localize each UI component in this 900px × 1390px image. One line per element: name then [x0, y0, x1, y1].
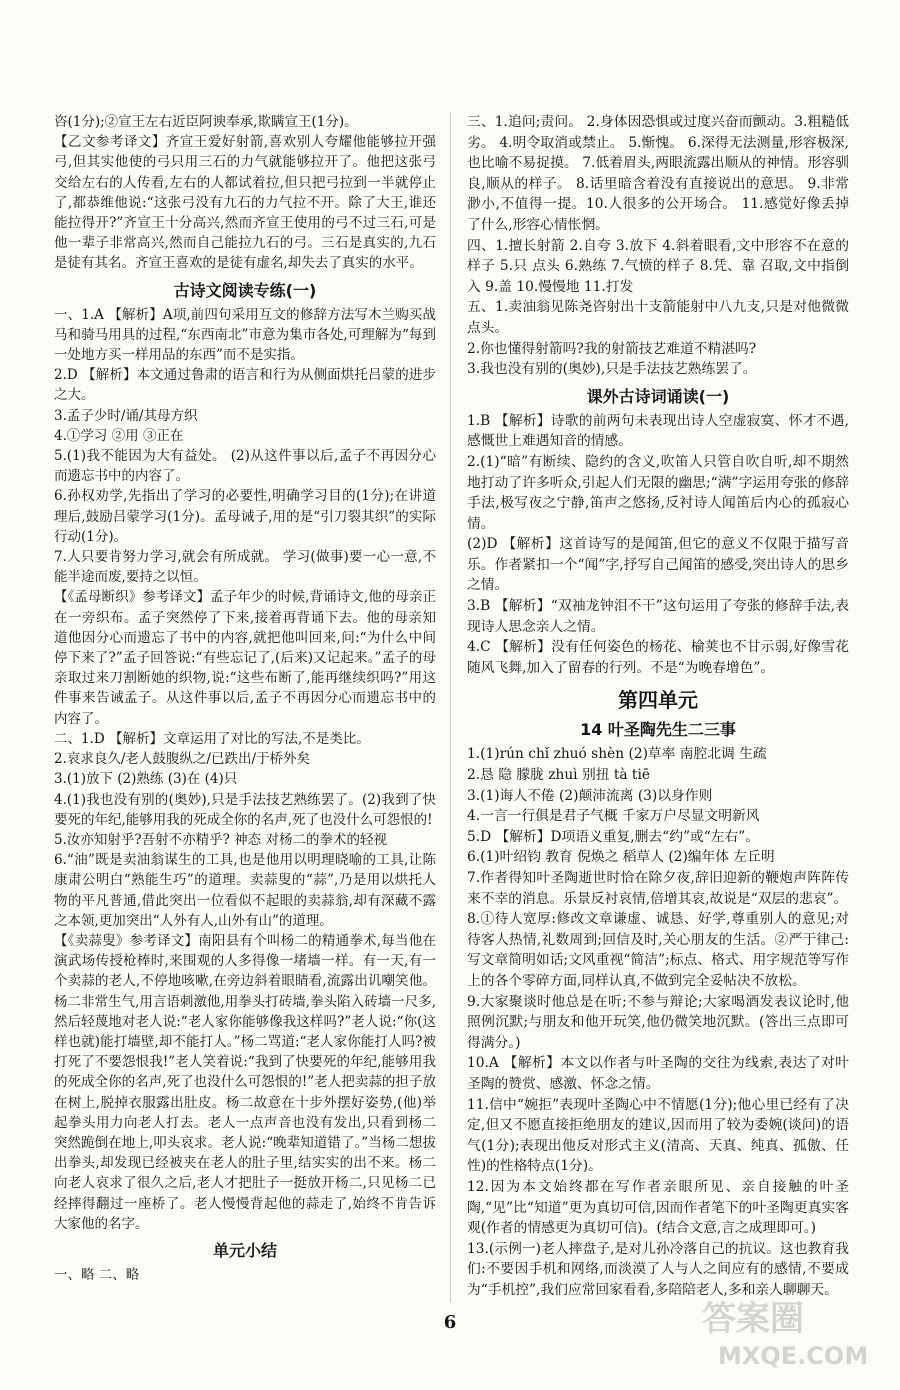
- answer-paragraph: 7.人只要肯努力学习,就会有所成就。 学习(做事)要一心一意,不能半途而废,要持之以恒。: [54, 549, 436, 586]
- watermark-logo: [682, 1292, 882, 1372]
- answer-paragraph: 【乙文参考译文】齐宣王爱好射箭,喜欢别人夸耀他能够拉开强弓,但其实他使的弓只用三石的力气就能够拉开了。他把这张弓交给左右的人传看,左右的人都试着拉,但只把弓拉到一半就停止了,都恭维他说:“这张弓没有九石的力气拉不开。除了大王,谁还能拉得开?”齐宣王十分高兴,然而齐宣王使用的弓不过三石,可是他一辈子非常高兴,然而自己能拉九石的弓。三石是真实的,九石是徒有其名。齐宣王喜欢的是徒有虚名,却失去了真实的水平。: [54, 134, 436, 272]
- answer-paragraph: 5.D 【解析】D项语义重复,删去“约”或“左右”。: [467, 828, 760, 845]
- answer-paragraph: 3.我也没有别的(奥妙),只是手法技艺熟练罢了。: [467, 361, 757, 378]
- answer-paragraph: 五、1.卖油翁见陈尧咨射出十支箭能射中八九支,只是对他微微点头。: [467, 299, 849, 336]
- column-divider: [450, 112, 451, 1302]
- answer-paragraph: 6.(1)叶绍钧 教育 倪焕之 稻草人 (2)编年体 左丘明: [467, 849, 775, 866]
- answer-paragraph: 8.①待人宽厚:修改文章谦虚、诚恳、好学,尊重别人的意见;对待客人热情,礼数周到;回信及时,关心朋友的生活。②严于律己:写文章简明如话;文风重视“简洁”;标点、格式、用字规范等写作上的各个零碎方面,同样认真,不做到完全妥帖决不放松。: [467, 911, 849, 989]
- answer-paragraph: 2.哀求良久/老人鼓腹纵之/已跌出/于桥外矣: [54, 751, 311, 768]
- right-column: [467, 112, 849, 1300]
- answer-paragraph: 4.一言一行俱是君子气概 千家万户尽显文明新风: [467, 808, 760, 825]
- answer-paragraph: 2.(1)“暗”有断续、隐约的含义,吹笛人只管自吹自听,却不期然地打动了许多听众,引起人们无限的幽思;“满”字运用夸张的修辞手法,极写夜之宁静,笛声之悠扬,反衬诗人闻笛后内心的孤寂心情。: [467, 453, 849, 532]
- answer-paragraph: 3.孟子少时/诵/其母方织: [54, 407, 198, 424]
- answer-paragraph: 4.①学习 ②用 ③正在: [54, 427, 184, 444]
- section-heading: 课外古诗词诵读(一): [586, 386, 730, 406]
- page-number: 6: [443, 1312, 457, 1333]
- answer-paragraph: 11.信中“婉拒”表现叶圣陶心中不情愿(1分);他心里已经有了决定,但又不愿直接拒绝朋友的建议,因而用了较为委婉(谈问)的语气(1分);表现出他反对形式主义(清高、天真、纯真、孤傲、任性)的性格特点(1分)。: [467, 1096, 849, 1175]
- svg-text:MXQE.COM: MXQE.COM: [718, 1342, 869, 1370]
- answer-paragraph: 9.大家聚谈时他总是在听;不参与辩论;大家喝酒发表议论时,他照例沉默;与朋友和他开玩笑,他仍微笑地沉默。(答出三点即可得满分。): [467, 993, 849, 1051]
- answer-paragraph: 1.B 【解析】诗歌的前两句未表现出诗人空虚寂寞、怀才不遇,感慨世上难遇知音的情感。: [467, 412, 849, 450]
- answer-paragraph: 4.(1)我也没有别的(奥妙),只是手法技艺熟练罢了。(2)我到了快要死的年纪,能够用我的死成全你的名声,死了也没什么可怨恨的!: [54, 791, 436, 828]
- section-heading: 古诗文阅读专练(一): [173, 280, 317, 300]
- answer-paragraph: 四、1.擅长射箭 2.自夸 3.放下 4.斜着眼看,文中形容不在意的样子 5.只 点头 6.熟练 7.气愤的样子 8.凭、靠 召取,文中指倒入 9.盖 10.慢慢地 11.打发: [467, 237, 849, 295]
- answer-paragraph: 3.(1)放下 (2)熟练 (3)在 (4)只: [54, 771, 238, 788]
- unit-heading: 第四单元: [618, 688, 698, 713]
- answer-paragraph: 13.(示例一)老人摔盘子,是对儿孙冷落自己的抗议。这也教育我们:不要因手机和网络,而淡漠了人与人之间应有的感情,不要成为“手机控”,我们应常回家看看,多陪陪老人,多和亲人聊聊天。: [467, 1240, 849, 1298]
- answer-paragraph: 3.(1)诲人不倦 (2)颠沛流离 (3)以身作则: [467, 787, 713, 804]
- answer-paragraph: 2.恳 隐 朦胧 zhuì 别扭 tà tiē: [467, 767, 650, 784]
- answer-paragraph: 7.作者得知叶圣陶逝世时恰在除夕夜,辞旧迎新的鞭炮声阵阵传来不幸的消息。乐景反衬哀情,倍增其哀,故说是“双层的悲哀”。: [467, 870, 849, 907]
- answer-paragraph: 12.因为本文始终都在写作者亲眼所见、亲自接触的叶圣陶,“见”比“知道”更为真切可信,因而作者笔下的叶圣陶更真实客观(作者的情感更为真切可信)。(结合文意,言之成理即可。): [467, 1178, 849, 1237]
- lesson-heading: 14 叶圣陶先生二三事: [580, 720, 736, 740]
- answer-paragraph: 5.汝亦知射乎?吾射不亦精乎? 神态 对杨二的拳术的轻视: [54, 831, 387, 848]
- answer-paragraph: 一、略 二、略: [54, 1266, 140, 1283]
- answer-paragraph: (2)D 【解析】这首诗写的是闻笛,但它的意义不仅限于描写音乐。作者紧扣一个“闻”字,抒写自己闻笛的感受,突出诗人的思乡之情。: [467, 536, 849, 594]
- answer-paragraph: 咨(1分);②宣王左右近臣阿谀奉承,欺瞒宣王(1分)。: [54, 114, 358, 130]
- answer-paragraph: 4.C 【解析】没有任何姿色的杨花、榆荚也不甘示弱,好像雪花随风飞舞,加入了留春的行列。不是“为晚春增色”。: [467, 639, 849, 676]
- answer-paragraph: 10.A 【解析】本文以作者与叶圣陶的交往为线索,表达了对叶圣陶的赞赏、感激、怀念之情。: [467, 1055, 849, 1092]
- answer-paragraph: 5.(1)我不能因为大有益处。 (2)从这件事以后,孟子不再因分心而遗忘书中的内容了。: [54, 448, 436, 485]
- answer-paragraph: 6.孙权劝学,先指出了学习的必要性,明确学习目的(1分);在讲道理后,鼓励吕蒙学习(1分)。孟母诫子,用的是“引刀裂其织”的实际行动(1分)。: [54, 488, 436, 545]
- answer-paragraph: 一、1.A 【解析】A项,前四句采用互文的修辞方法写木兰购买战马和骑马用具的过程,“东西南北”市意为集市各处,可理解为“每到一处地方买一样用品的东西”而不是实指。: [54, 306, 436, 364]
- answer-paragraph: 2.D 【解析】本文通过鲁肃的语言和行为从侧面烘托吕蒙的进步之大。: [54, 367, 436, 404]
- left-column: [54, 112, 436, 1285]
- answer-paragraph: 6.“油”既是卖油翁谋生的工具,也是他用以明理晓喻的工具,让陈康肃公明白“熟能生巧”的道理。卖蒜叟的“蒜”,乃是用以烘托人物的平凡普通,借此突出一位看似不起眼的卖蒜翁,却有深藏不露之本领,更加突出“人外有人,山外有山”的道理。: [54, 852, 436, 929]
- answer-paragraph: 【《卖蒜叟》参考译文】南阳县有个叫杨二的精通拳术,每当他在演武场传授枪棒时,来围观的人多得像一堵墙一样。有一天,有一个卖蒜的老人,不停地咳嗽,在旁边斜着眼睛看,流露出讥嘲笑他。杨二非常生气,用言语刺激他,用拳头打砖墙,拳头陷入砖墙一尺多,然后轻蔑地对老人说:“老人家你能够像我这样吗?”老人说:“你(这样也就)能打墙壁,却不能打人。”杨二骂道:“老人家你能打人吗?被打死了不要怨恨我!”老人笑着说:“我到了快要死的年纪,能够用我的死成全你的名声,死了也没什么可怨恨的!”老人把卖蒜的担子放在树上,脱掉衣服露出肚皮。杨二故意在十步外摆好姿势,(他)举起拳头用力向老人打去。老人一点声音也没有发出,只看到杨二突然跪倒在地上,叩头哀求。老人说:“晚辈知道错了。”当杨二想拔出拳头,却发现已经被夹在老人的肚子里,结实实的出不来。杨二向老人哀求了很久之后,老人才把肚子一挺放开杨二,只见杨二已经摔得翻过一座桥了。老人慢慢背起他的蒜走了,始终不肯告诉大家他的名字。: [54, 932, 436, 1232]
- answer-paragraph: 三、1.追问;责问。 2.身体因恐惧或过度兴奋而颤动。3.粗糙低劣。 4.明令取消或禁止。 5.惭愧。 6.深得无法测量,形容极深,也比喻不易捉摸。 7.低着眉头,两眼流露出顺从的神情。形容驯良,顺从的样子。 8.话里暗含着没有直接说出的意思。 9.非常渺小,不值得一提。10.人很多的公开场合。 11.感觉好像丢掉了什么,形容心情怅惘。: [467, 114, 849, 233]
- svg-text:答案圈: 答案圈: [702, 1299, 804, 1339]
- answer-paragraph: 【《孟母断织》参考译文】孟子年少的时候,背诵诗文,他的母亲正在一旁织布。孟子突然停了下来,接着再背诵下去。他的母亲知道他因分心而遗忘了书中的内容,就把他叫回来,问:“为什么中间停下来了?”孟子回答说:“有些忘记了,(后来)又记起来。”孟子的母亲取过来刀割断她的织物,说:“这些布断了,能再继续织吗?”用这件事来告诫孟子。从这件事以后,孟子不再因分心而遗忘书中的内容了。: [54, 589, 436, 727]
- answer-paragraph: 1.(1)rún chǐ zhuó shèn (2)草率 南腔北调 生疏: [467, 746, 767, 763]
- answer-paragraph: 2.你也懂得射箭吗?我的射箭技艺难道不精湛吗?: [467, 340, 757, 357]
- section-heading: 单元小结: [212, 1240, 277, 1260]
- answer-paragraph: 二、1.D 【解析】文章运用了对比的写法,不是类比。: [54, 730, 370, 747]
- answer-paragraph: 3.B 【解析】“双袖龙钟泪不干”这句运用了夸张的修辞手法,表现诗人思念亲人之情。: [467, 598, 849, 635]
